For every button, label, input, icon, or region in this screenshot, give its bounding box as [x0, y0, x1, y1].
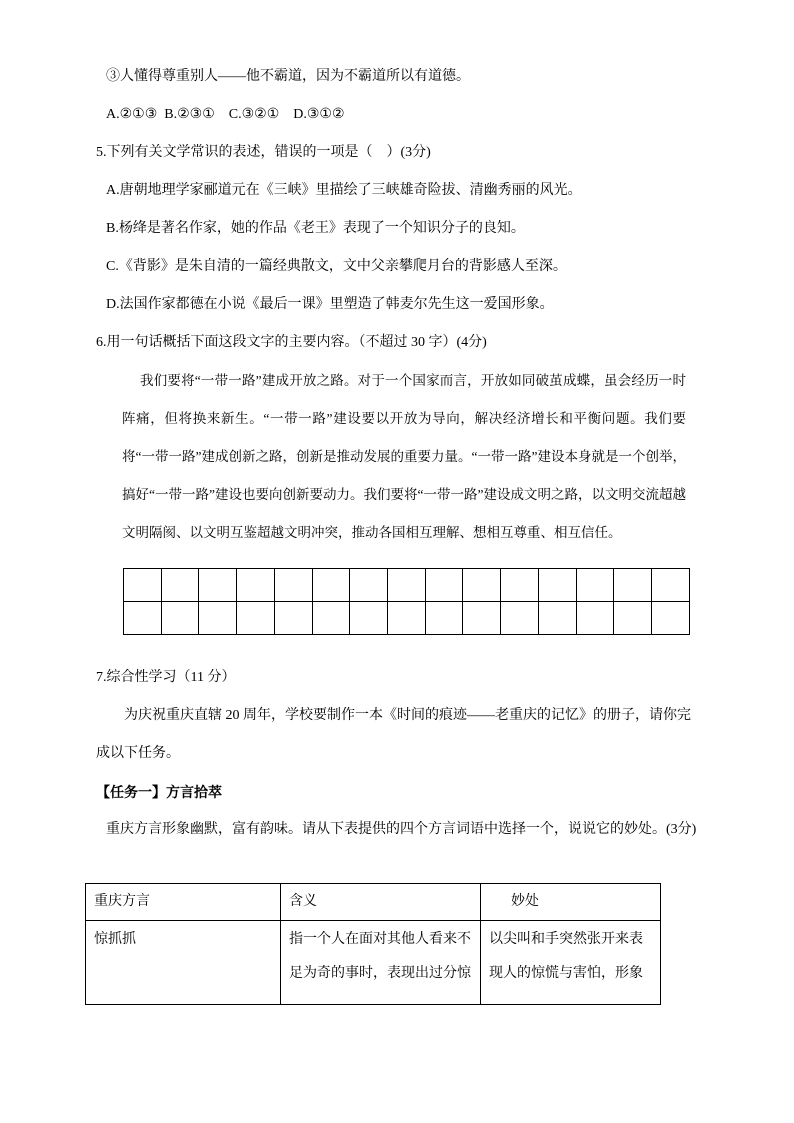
- answer-grid: [123, 568, 690, 635]
- answer-grid-cell: [161, 569, 199, 602]
- answer-grid-cell: [425, 602, 463, 635]
- answer-grid-cell: [388, 569, 426, 602]
- answer-grid-cell: [199, 602, 237, 635]
- answer-grid-cell: [576, 602, 614, 635]
- answer-grid-cell: [237, 602, 275, 635]
- order-choices: A.②①③ B.②③① C.③②① D.③①②: [106, 107, 345, 122]
- answer-grid-cell: [463, 569, 501, 602]
- dialect-table: [85, 883, 661, 1005]
- answer-grid-cell: [350, 569, 388, 602]
- answer-grid-cell: [312, 569, 350, 602]
- question-5-option-d: D.法国作家都德在小说《最后一课》里塑造了韩麦尔先生这一爱国形象。: [106, 297, 554, 312]
- answer-grid-cell: [274, 569, 312, 602]
- answer-grid-cell: [199, 569, 237, 602]
- question-5-option-b: B.杨绛是著名作家，她的作品《老王》表现了一个知识分子的良知。: [106, 221, 525, 236]
- answer-grid-cell: [124, 569, 162, 602]
- answer-grid-row: [124, 602, 690, 635]
- answer-grid-cell: [463, 602, 501, 635]
- answer-grid-cell: [350, 602, 388, 635]
- answer-grid-cell: [237, 569, 275, 602]
- answer-grid-cell: [652, 602, 690, 635]
- task-1-title: 【任务一】方言拾萃: [96, 784, 222, 800]
- question-7-intro: 为庆祝重庆直辖 20 周年，学校要制作一本《时间的痕迹——老重庆的记忆》的册子，请你完成以下任务。: [96, 708, 691, 761]
- sentence-item-3: ③人懂得尊重别人——他不霸道，因为不霸道所以有道德。: [106, 69, 470, 84]
- dialect-header-meaning: 含义: [281, 884, 481, 921]
- question-5-stem: 5.下列有关文学常识的表述，错误的一项是（ ）(3分): [96, 145, 431, 160]
- question-5-option-a: A.唐朝地理学家郦道元在《三峡》里描绘了三峡雄奇险拔、清幽秀丽的风光。: [106, 183, 582, 198]
- question-6-passage: 我们要将“一带一路”建成开放之路。对于一个国家而言，开放如同破茧成蝶，虽会经历一时阵痛，但将换来新生。“一带一路”建设要以开放为导向，解决经济增长和平衡问题。我们要将“一带一路”建成创新之路，创新是推动发展的重要力量。“一带一路”建设本身就是一个创举，搞好“一带一路”建设也要向创新要动力。我们要将“一带一路”建设成文明之路，以文明交流超越文明隔阂、以文明互鉴超越文明冲突，推动各国相互理解、想相互尊重、相互信任。: [122, 373, 686, 540]
- question-7-stem: 7.综合性学习（11 分）: [96, 670, 236, 685]
- dialect-cell-word: 惊抓抓: [86, 921, 281, 1005]
- answer-grid-cell: [388, 602, 426, 635]
- answer-grid-cell: [538, 569, 576, 602]
- dialect-cell-meaning: 指一个人在面对其他人看来不足为奇的事时，表现出过分惊: [281, 921, 481, 1005]
- answer-grid-row: [124, 569, 690, 602]
- question-6-stem: 6.用一句话概括下面这段文字的主要内容。（不超过 30 字）(4分): [96, 335, 487, 350]
- dialect-table-data-row: [86, 921, 661, 1005]
- dialect-cell-effect: 以尖叫和手突然张开来表现人的惊慌与害怕，形象: [481, 921, 661, 1005]
- dialect-header-word: 重庆方言: [86, 884, 281, 921]
- answer-grid-cell: [652, 569, 690, 602]
- question-5-option-c: C.《背影》是朱自清的一篇经典散文，文中父亲攀爬月台的背影感人至深。: [106, 259, 567, 274]
- answer-grid-cell: [312, 602, 350, 635]
- answer-grid-cell: [425, 569, 463, 602]
- answer-grid-body: [124, 569, 690, 635]
- answer-grid-cell: [614, 569, 652, 602]
- dialect-table-header-row: [86, 884, 661, 921]
- answer-grid-cell: [538, 602, 576, 635]
- answer-grid-cell: [501, 569, 539, 602]
- answer-grid-cell: [614, 602, 652, 635]
- task-1-text: 重庆方言形象幽默，富有韵味。请从下表提供的四个方言词语中选择一个，说说它的妙处。(3分): [106, 822, 697, 837]
- answer-grid-cell: [274, 602, 312, 635]
- answer-grid-cell: [576, 569, 614, 602]
- answer-grid-cell: [501, 602, 539, 635]
- answer-grid-cell: [161, 602, 199, 635]
- answer-grid-cell: [124, 602, 162, 635]
- dialect-header-effect: 妙处: [481, 884, 661, 921]
